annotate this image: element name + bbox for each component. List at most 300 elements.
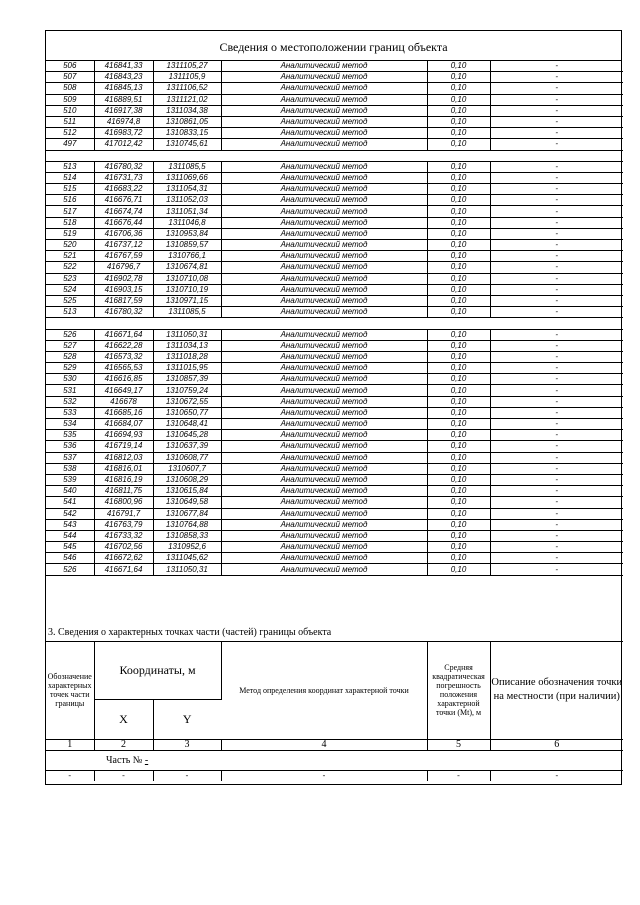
table-row bbox=[46, 553, 623, 564]
header-coordinates: Координаты, м bbox=[94, 641, 221, 699]
y-cell: 1311034,38 bbox=[153, 105, 221, 116]
x-cell: 416812,03 bbox=[94, 452, 153, 463]
table-row bbox=[46, 262, 623, 273]
description-cell bbox=[490, 318, 623, 329]
y-cell: 1311051,34 bbox=[153, 206, 221, 217]
method-cell: Аналитический метод bbox=[221, 273, 427, 284]
x-cell: 416616,85 bbox=[94, 374, 153, 385]
y-cell: 1311085,5 bbox=[153, 307, 221, 318]
y-cell bbox=[153, 318, 221, 329]
error-cell: 0,10 bbox=[427, 273, 490, 284]
header-x: X bbox=[94, 699, 153, 739]
y-cell: 1310745,61 bbox=[153, 139, 221, 150]
description-cell: - bbox=[490, 228, 623, 239]
description-cell: - bbox=[490, 94, 623, 105]
x-cell: 416731,73 bbox=[94, 172, 153, 183]
point-cell: 509 bbox=[46, 94, 94, 105]
table-row bbox=[46, 295, 623, 306]
method-cell: Аналитический метод bbox=[221, 217, 427, 228]
error-cell: 0,10 bbox=[427, 72, 490, 83]
description-cell: - bbox=[490, 61, 623, 72]
method-cell: Аналитический метод bbox=[221, 83, 427, 94]
error-cell: 0,10 bbox=[427, 564, 490, 575]
point-cell: 517 bbox=[46, 206, 94, 217]
empty-cell-2: - bbox=[94, 770, 153, 781]
description-cell: - bbox=[490, 105, 623, 116]
x-cell: 416791,7 bbox=[94, 508, 153, 519]
description-cell: - bbox=[490, 407, 623, 418]
method-cell: Аналитический метод bbox=[221, 396, 427, 407]
description-cell: - bbox=[490, 474, 623, 485]
error-cell: 0,10 bbox=[427, 262, 490, 273]
col-number-3: 3 bbox=[153, 739, 221, 750]
table-row bbox=[46, 419, 623, 430]
method-cell: Аналитический метод bbox=[221, 340, 427, 351]
point-cell: 523 bbox=[46, 273, 94, 284]
point-cell: 511 bbox=[46, 116, 94, 127]
point-cell: 532 bbox=[46, 396, 94, 407]
table-row bbox=[46, 184, 623, 195]
method-cell: Аналитический метод bbox=[221, 441, 427, 452]
description-cell: - bbox=[490, 307, 623, 318]
error-cell: 0,10 bbox=[427, 430, 490, 441]
y-cell: 1310677,84 bbox=[153, 508, 221, 519]
col-number-1: 1 bbox=[46, 739, 94, 750]
col-number-6: 6 bbox=[490, 739, 623, 750]
error-cell bbox=[427, 150, 490, 161]
error-cell: 0,10 bbox=[427, 116, 490, 127]
x-cell: 416676,71 bbox=[94, 195, 153, 206]
description-cell: - bbox=[490, 262, 623, 273]
error-cell: 0,10 bbox=[427, 195, 490, 206]
method-cell bbox=[221, 318, 427, 329]
error-cell: 0,10 bbox=[427, 206, 490, 217]
x-cell: 416676,44 bbox=[94, 217, 153, 228]
x-cell: 416694,93 bbox=[94, 430, 153, 441]
table-row bbox=[46, 172, 623, 183]
description-cell: - bbox=[490, 139, 623, 150]
method-cell: Аналитический метод bbox=[221, 519, 427, 530]
error-cell: 0,10 bbox=[427, 83, 490, 94]
x-cell: 416565,53 bbox=[94, 363, 153, 374]
description-cell: - bbox=[490, 83, 623, 94]
error-cell: 0,10 bbox=[427, 240, 490, 251]
description-cell: - bbox=[490, 363, 623, 374]
header-error: Средняя квадратическая погрешность положения характерной точки (Mt), м bbox=[427, 641, 490, 739]
point-cell: 543 bbox=[46, 519, 94, 530]
y-cell: 1310710,19 bbox=[153, 284, 221, 295]
description-cell: - bbox=[490, 128, 623, 139]
x-cell: 416903,15 bbox=[94, 284, 153, 295]
point-cell: 537 bbox=[46, 452, 94, 463]
method-cell: Аналитический метод bbox=[221, 94, 427, 105]
y-cell: 1311085,5 bbox=[153, 161, 221, 172]
point-cell: 538 bbox=[46, 463, 94, 474]
y-cell: 1310710,08 bbox=[153, 273, 221, 284]
error-cell: 0,10 bbox=[427, 553, 490, 564]
description-cell: - bbox=[490, 374, 623, 385]
description-cell bbox=[490, 150, 623, 161]
method-cell: Аналитический метод bbox=[221, 295, 427, 306]
col-number-2: 2 bbox=[94, 739, 153, 750]
y-cell: 1311050,31 bbox=[153, 564, 221, 575]
description-cell: - bbox=[490, 351, 623, 362]
part-label: Часть № bbox=[106, 754, 143, 766]
x-cell: 416706,36 bbox=[94, 228, 153, 239]
point-cell: 545 bbox=[46, 542, 94, 553]
table-row bbox=[46, 508, 623, 519]
table-row bbox=[46, 374, 623, 385]
point-cell: 546 bbox=[46, 553, 94, 564]
y-cell: 1310648,41 bbox=[153, 419, 221, 430]
table-row bbox=[46, 463, 623, 474]
description-cell: - bbox=[490, 329, 623, 340]
error-cell: 0,10 bbox=[427, 474, 490, 485]
point-cell: 513 bbox=[46, 307, 94, 318]
method-cell: Аналитический метод bbox=[221, 351, 427, 362]
y-cell: 1310759,24 bbox=[153, 385, 221, 396]
x-cell: 416843,23 bbox=[94, 72, 153, 83]
y-cell: 1311105,9 bbox=[153, 72, 221, 83]
y-cell: 1310952,6 bbox=[153, 542, 221, 553]
x-cell: 416983,72 bbox=[94, 128, 153, 139]
y-cell: 1310637,39 bbox=[153, 441, 221, 452]
error-cell: 0,10 bbox=[427, 407, 490, 418]
y-cell bbox=[153, 150, 221, 161]
error-cell: 0,10 bbox=[427, 542, 490, 553]
col-number-4: 4 bbox=[221, 739, 427, 750]
point-cell: 510 bbox=[46, 105, 94, 116]
point-cell: 535 bbox=[46, 430, 94, 441]
error-cell: 0,10 bbox=[427, 363, 490, 374]
point-cell: 544 bbox=[46, 530, 94, 541]
description-cell: - bbox=[490, 497, 623, 508]
point-cell: 531 bbox=[46, 385, 94, 396]
error-cell: 0,10 bbox=[427, 374, 490, 385]
point-cell: 539 bbox=[46, 474, 94, 485]
point-cell: 525 bbox=[46, 295, 94, 306]
y-cell: 1310833,15 bbox=[153, 128, 221, 139]
point-cell: 533 bbox=[46, 407, 94, 418]
x-cell: 416683,22 bbox=[94, 184, 153, 195]
description-cell: - bbox=[490, 452, 623, 463]
description-cell: - bbox=[490, 553, 623, 564]
description-cell: - bbox=[490, 251, 623, 262]
point-cell: 526 bbox=[46, 329, 94, 340]
table-row bbox=[46, 329, 623, 340]
x-cell: 416684,07 bbox=[94, 419, 153, 430]
point-cell: 527 bbox=[46, 340, 94, 351]
y-cell: 1311034,13 bbox=[153, 340, 221, 351]
error-cell: 0,10 bbox=[427, 94, 490, 105]
error-cell: 0,10 bbox=[427, 139, 490, 150]
method-cell: Аналитический метод bbox=[221, 262, 427, 273]
y-cell: 1311069,66 bbox=[153, 172, 221, 183]
point-cell: 515 bbox=[46, 184, 94, 195]
description-cell: - bbox=[490, 396, 623, 407]
table-gap-row bbox=[46, 318, 623, 329]
method-cell: Аналитический метод bbox=[221, 508, 427, 519]
point-cell: 497 bbox=[46, 139, 94, 150]
table-row bbox=[46, 340, 623, 351]
x-cell: 416780,32 bbox=[94, 161, 153, 172]
point-cell: 506 bbox=[46, 61, 94, 72]
y-cell: 1310649,58 bbox=[153, 497, 221, 508]
point-cell bbox=[46, 150, 94, 161]
point-cell: 514 bbox=[46, 172, 94, 183]
x-cell: 416733,32 bbox=[94, 530, 153, 541]
method-cell: Аналитический метод bbox=[221, 206, 427, 217]
document-frame bbox=[45, 30, 622, 785]
description-cell: - bbox=[490, 542, 623, 553]
point-cell: 528 bbox=[46, 351, 94, 362]
header-point-name: Обозначение характерных точек части границы bbox=[46, 641, 94, 739]
method-cell: Аналитический метод bbox=[221, 463, 427, 474]
method-cell: Аналитический метод bbox=[221, 105, 427, 116]
description-cell: - bbox=[490, 72, 623, 83]
table-row bbox=[46, 497, 623, 508]
col-number-5: 5 bbox=[427, 739, 490, 750]
y-cell: 1311018,28 bbox=[153, 351, 221, 362]
point-cell: 516 bbox=[46, 195, 94, 206]
point-cell: 540 bbox=[46, 486, 94, 497]
point-cell: 542 bbox=[46, 508, 94, 519]
x-cell: 416816,19 bbox=[94, 474, 153, 485]
y-cell: 1310650,77 bbox=[153, 407, 221, 418]
point-cell bbox=[46, 318, 94, 329]
description-cell: - bbox=[490, 385, 623, 396]
error-cell: 0,10 bbox=[427, 105, 490, 116]
error-cell: 0,10 bbox=[427, 128, 490, 139]
method-cell: Аналитический метод bbox=[221, 61, 427, 72]
y-cell: 1310766,1 bbox=[153, 251, 221, 262]
y-cell: 1310764,88 bbox=[153, 519, 221, 530]
error-cell: 0,10 bbox=[427, 184, 490, 195]
error-cell: 0,10 bbox=[427, 284, 490, 295]
table-row bbox=[46, 452, 623, 463]
description-cell: - bbox=[490, 486, 623, 497]
header-y: Y bbox=[153, 699, 221, 739]
y-cell: 1310672,55 bbox=[153, 396, 221, 407]
description-cell: - bbox=[490, 116, 623, 127]
method-cell: Аналитический метод bbox=[221, 407, 427, 418]
empty-cell-3: - bbox=[153, 770, 221, 781]
table-row bbox=[46, 307, 623, 318]
description-cell: - bbox=[490, 441, 623, 452]
description-cell: - bbox=[490, 161, 623, 172]
table-row bbox=[46, 228, 623, 239]
table-row bbox=[46, 116, 623, 127]
description-cell: - bbox=[490, 340, 623, 351]
method-cell: Аналитический метод bbox=[221, 553, 427, 564]
method-cell: Аналитический метод bbox=[221, 419, 427, 430]
point-cell: 520 bbox=[46, 240, 94, 251]
method-cell: Аналитический метод bbox=[221, 430, 427, 441]
error-cell: 0,10 bbox=[427, 161, 490, 172]
y-cell: 1310608,77 bbox=[153, 452, 221, 463]
table-row bbox=[46, 161, 623, 172]
table-row bbox=[46, 128, 623, 139]
method-cell: Аналитический метод bbox=[221, 474, 427, 485]
y-cell: 1310608,29 bbox=[153, 474, 221, 485]
x-cell: 416685,16 bbox=[94, 407, 153, 418]
description-cell: - bbox=[490, 463, 623, 474]
error-cell: 0,10 bbox=[427, 172, 490, 183]
table-row bbox=[46, 240, 623, 251]
section3-title: 3. Сведения о характерных точках части (частей) границы объекта bbox=[46, 625, 623, 641]
y-cell: 1311054,31 bbox=[153, 184, 221, 195]
error-cell: 0,10 bbox=[427, 340, 490, 351]
error-cell: 0,10 bbox=[427, 329, 490, 340]
x-cell: 416796,7 bbox=[94, 262, 153, 273]
table-row bbox=[46, 273, 623, 284]
x-cell: 416671,64 bbox=[94, 329, 153, 340]
y-cell: 1311052,03 bbox=[153, 195, 221, 206]
error-cell: 0,10 bbox=[427, 307, 490, 318]
y-cell: 1311015,95 bbox=[153, 363, 221, 374]
error-cell: 0,10 bbox=[427, 530, 490, 541]
y-cell: 1310674,81 bbox=[153, 262, 221, 273]
description-cell: - bbox=[490, 206, 623, 217]
description-cell: - bbox=[490, 195, 623, 206]
method-cell: Аналитический метод bbox=[221, 486, 427, 497]
y-cell: 1311121,02 bbox=[153, 94, 221, 105]
x-cell: 417012,42 bbox=[94, 139, 153, 150]
x-cell: 416671,64 bbox=[94, 564, 153, 575]
point-cell: 518 bbox=[46, 217, 94, 228]
y-cell: 1311106,52 bbox=[153, 83, 221, 94]
table-row bbox=[46, 94, 623, 105]
error-cell: 0,10 bbox=[427, 497, 490, 508]
x-cell: 416841,33 bbox=[94, 61, 153, 72]
table-row bbox=[46, 542, 623, 553]
x-cell: 416678 bbox=[94, 396, 153, 407]
method-cell: Аналитический метод bbox=[221, 363, 427, 374]
table-row bbox=[46, 430, 623, 441]
header-description: Описание обозначения точки на местности (при наличии) bbox=[490, 641, 623, 739]
x-cell: 416719,14 bbox=[94, 441, 153, 452]
y-cell: 1310615,84 bbox=[153, 486, 221, 497]
method-cell: Аналитический метод bbox=[221, 307, 427, 318]
description-cell: - bbox=[490, 530, 623, 541]
method-cell bbox=[221, 150, 427, 161]
table-row bbox=[46, 139, 623, 150]
x-cell: 416816,01 bbox=[94, 463, 153, 474]
section3-table bbox=[46, 625, 623, 781]
y-cell: 1310858,33 bbox=[153, 530, 221, 541]
table-row bbox=[46, 564, 623, 575]
point-cell: 512 bbox=[46, 128, 94, 139]
empty-cell-1: - bbox=[46, 770, 94, 781]
table-row bbox=[46, 72, 623, 83]
x-cell: 416763,79 bbox=[94, 519, 153, 530]
coordinates-table bbox=[46, 61, 623, 576]
table-row bbox=[46, 385, 623, 396]
method-cell: Аналитический метод bbox=[221, 128, 427, 139]
method-cell: Аналитический метод bbox=[221, 452, 427, 463]
method-cell: Аналитический метод bbox=[221, 385, 427, 396]
table-row bbox=[46, 530, 623, 541]
x-cell: 416674,74 bbox=[94, 206, 153, 217]
table-row bbox=[46, 396, 623, 407]
method-cell: Аналитический метод bbox=[221, 497, 427, 508]
error-cell: 0,10 bbox=[427, 251, 490, 262]
table-row bbox=[46, 474, 623, 485]
y-cell: 1310607,7 bbox=[153, 463, 221, 474]
description-cell: - bbox=[490, 284, 623, 295]
method-cell: Аналитический метод bbox=[221, 72, 427, 83]
point-cell: 529 bbox=[46, 363, 94, 374]
point-cell: 507 bbox=[46, 72, 94, 83]
table-row bbox=[46, 83, 623, 94]
y-cell: 1311050,31 bbox=[153, 329, 221, 340]
method-cell: Аналитический метод bbox=[221, 564, 427, 575]
point-cell: 519 bbox=[46, 228, 94, 239]
error-cell: 0,10 bbox=[427, 228, 490, 239]
point-cell: 530 bbox=[46, 374, 94, 385]
error-cell: 0,10 bbox=[427, 519, 490, 530]
x-cell: 416902,78 bbox=[94, 273, 153, 284]
error-cell: 0,10 bbox=[427, 419, 490, 430]
description-cell: - bbox=[490, 217, 623, 228]
x-cell: 416780,32 bbox=[94, 307, 153, 318]
error-cell: 0,10 bbox=[427, 396, 490, 407]
table-row bbox=[46, 251, 623, 262]
error-cell: 0,10 bbox=[427, 385, 490, 396]
table-row bbox=[46, 206, 623, 217]
method-cell: Аналитический метод bbox=[221, 374, 427, 385]
error-cell: 0,10 bbox=[427, 217, 490, 228]
empty-cell-5: - bbox=[427, 770, 490, 781]
y-cell: 1310971,15 bbox=[153, 295, 221, 306]
description-cell: - bbox=[490, 240, 623, 251]
x-cell: 416889,51 bbox=[94, 94, 153, 105]
x-cell: 416622,28 bbox=[94, 340, 153, 351]
x-cell: 416974,8 bbox=[94, 116, 153, 127]
x-cell: 416917,38 bbox=[94, 105, 153, 116]
part-value: - bbox=[144, 754, 149, 766]
x-cell bbox=[94, 318, 153, 329]
method-cell: Аналитический метод bbox=[221, 184, 427, 195]
y-cell: 1311105,27 bbox=[153, 61, 221, 72]
error-cell: 0,10 bbox=[427, 295, 490, 306]
method-cell: Аналитический метод bbox=[221, 329, 427, 340]
table-row bbox=[46, 217, 623, 228]
method-cell: Аналитический метод bbox=[221, 284, 427, 295]
table-row bbox=[46, 486, 623, 497]
description-cell: - bbox=[490, 508, 623, 519]
error-cell: 0,10 bbox=[427, 351, 490, 362]
x-cell: 416811,75 bbox=[94, 486, 153, 497]
table-row bbox=[46, 284, 623, 295]
point-cell: 508 bbox=[46, 83, 94, 94]
x-cell: 416767,59 bbox=[94, 251, 153, 262]
y-cell: 1310861,05 bbox=[153, 116, 221, 127]
x-cell: 416737,12 bbox=[94, 240, 153, 251]
header-method: Метод определения координат характерной точки bbox=[221, 641, 427, 739]
method-cell: Аналитический метод bbox=[221, 228, 427, 239]
table-gap-row bbox=[46, 150, 623, 161]
y-cell: 1310645,28 bbox=[153, 430, 221, 441]
error-cell bbox=[427, 318, 490, 329]
page-title: Сведения о местоположении границ объекта bbox=[46, 31, 621, 61]
x-cell: 416817,59 bbox=[94, 295, 153, 306]
method-cell: Аналитический метод bbox=[221, 161, 427, 172]
x-cell: 416649,17 bbox=[94, 385, 153, 396]
error-cell: 0,10 bbox=[427, 486, 490, 497]
method-cell: Аналитический метод bbox=[221, 172, 427, 183]
description-cell: - bbox=[490, 273, 623, 284]
